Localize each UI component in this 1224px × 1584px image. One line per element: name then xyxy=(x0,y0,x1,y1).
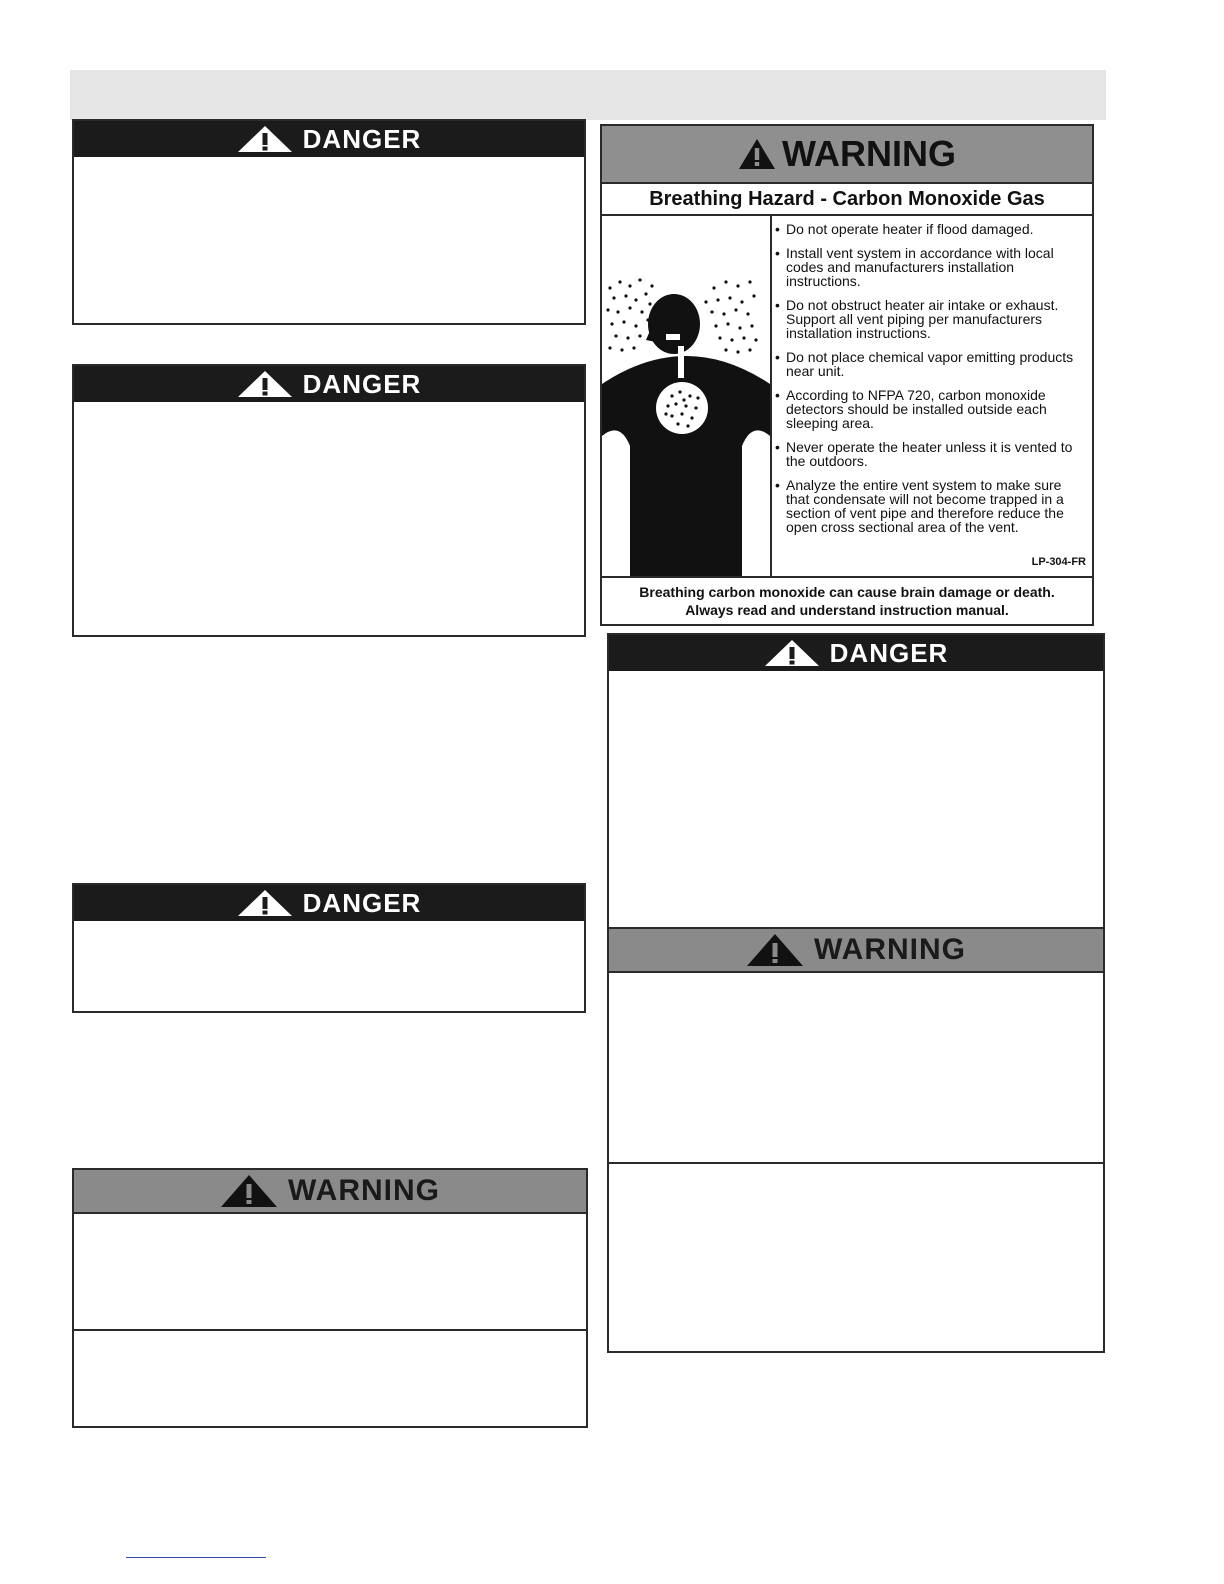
danger-box-3 xyxy=(72,883,586,1013)
warning-triangle-icon xyxy=(764,639,820,667)
danger-header xyxy=(609,635,1103,671)
warning-box-1 xyxy=(72,1168,588,1428)
warning-header xyxy=(609,929,1103,973)
section-divider xyxy=(609,1162,1103,1164)
list-item: • Do not operate heater if flood damaged. xyxy=(772,222,1088,236)
danger-box-1 xyxy=(72,119,586,325)
breathing-hazard-pictogram-icon xyxy=(602,216,772,576)
list-item: • Analyze the entire vent system to make sure that condensate will not become trapped in a section of vent pipe and therefore reduce the open cross sectional area of the vent. xyxy=(772,478,1088,534)
danger-header xyxy=(74,885,584,921)
co-label-body xyxy=(602,216,1092,576)
carbon-monoxide-warning-label xyxy=(600,124,1094,626)
section-divider xyxy=(74,1329,586,1331)
list-item: • Never operate the heater unless it is vented to the outdoors. xyxy=(772,440,1088,468)
co-label-header xyxy=(602,126,1092,184)
list-item: • Install vent system in accordance with local codes and manufacturers installation instructions. xyxy=(772,246,1088,288)
danger-header xyxy=(74,121,584,157)
co-label-footer xyxy=(602,576,1092,624)
page-header-band xyxy=(70,70,1106,120)
list-item: • Do not place chemical vapor emitting products near unit. xyxy=(772,350,1088,378)
danger-box-4 xyxy=(607,633,1105,929)
warning-triangle-icon xyxy=(237,889,293,917)
signal-word: WARNING xyxy=(814,933,966,966)
warning-triangle-icon xyxy=(237,125,293,153)
co-footer-line-1: Breathing carbon monoxide can cause brain damage or death. xyxy=(639,584,1055,600)
warning-triangle-icon xyxy=(237,370,293,398)
signal-word: WARNING xyxy=(782,133,956,174)
warning-box-2 xyxy=(607,927,1105,1353)
signal-word: DANGER xyxy=(302,124,422,154)
signal-word: DANGER xyxy=(302,369,422,399)
danger-box-2 xyxy=(72,364,586,637)
warning-header xyxy=(74,1170,586,1214)
list-item: • Do not obstruct heater air intake or exhaust. Support all vent piping per manufacturers installation instructions. xyxy=(772,298,1088,340)
signal-word: DANGER xyxy=(829,638,949,668)
co-footer-line-2: Always read and understand instruction manual. xyxy=(685,602,1009,618)
list-item: • According to NFPA 720, carbon monoxide detectors should be installed outside each sleeping area. xyxy=(772,388,1088,430)
warning-triangle-icon xyxy=(738,138,776,170)
warning-triangle-icon xyxy=(220,1174,278,1208)
signal-word: DANGER xyxy=(302,888,422,918)
co-label-instructions xyxy=(772,222,1088,544)
warning-triangle-icon xyxy=(746,933,804,967)
footer-link-underline[interactable] xyxy=(126,1557,266,1558)
signal-word: WARNING xyxy=(288,1174,440,1207)
label-code: LP-304-FR xyxy=(1031,556,1086,568)
co-label-subtitle: Breathing Hazard - Carbon Monoxide Gas xyxy=(602,184,1092,216)
danger-header xyxy=(74,366,584,402)
